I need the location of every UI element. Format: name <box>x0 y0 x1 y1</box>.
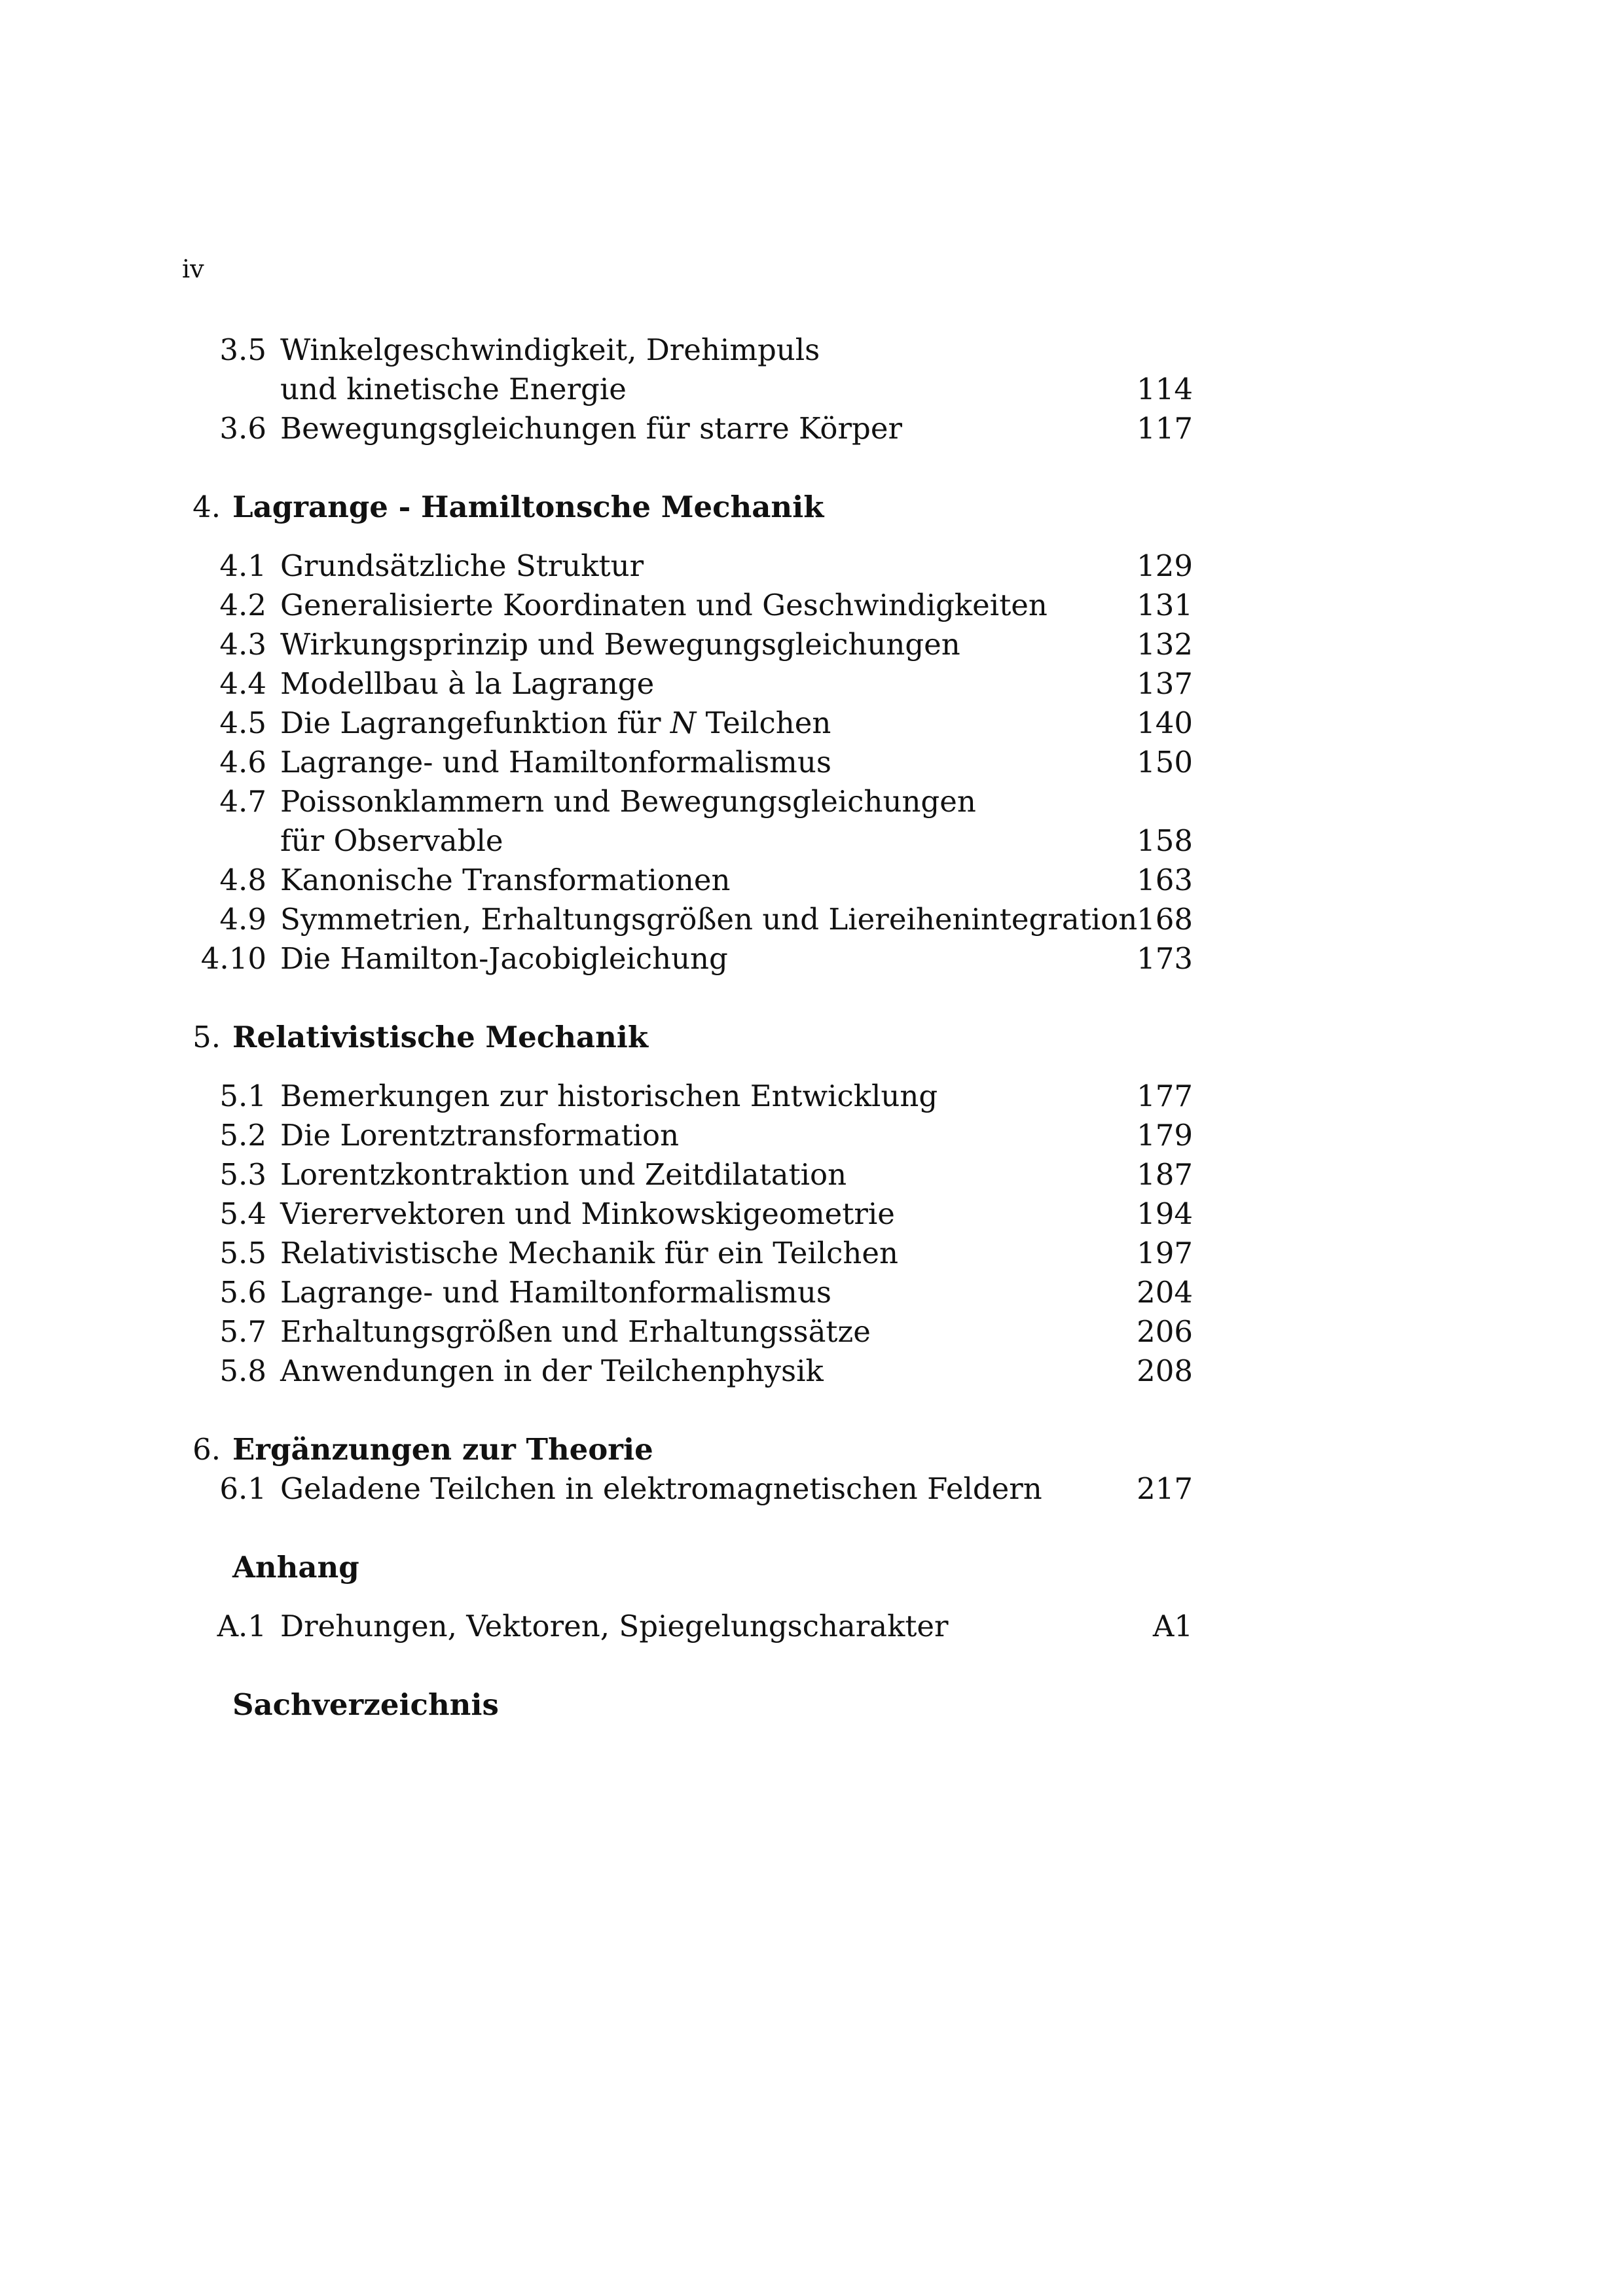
toc-entry-5-5 <box>0 1234 1623 1273</box>
toc-entry-4-7-continued <box>0 821 1623 861</box>
section-number: 4.5 <box>219 706 266 740</box>
toc-entry-5-3 <box>0 1155 1623 1194</box>
section-title: Grundsätzliche Struktur <box>280 548 644 583</box>
page-ref: 114 <box>1137 372 1193 406</box>
toc-chapter-6 <box>0 1430 1623 1469</box>
chapter-number: 6. <box>192 1432 221 1467</box>
section-title-continuation: und kinetische Energie <box>280 372 627 406</box>
section-title: Bewegungsgleichungen für starre Körper <box>280 411 902 446</box>
toc-entry-4-3 <box>0 625 1623 664</box>
section-title: Die Hamilton-Jacobigleichung <box>280 941 728 976</box>
section-number: 3.6 <box>219 411 266 446</box>
toc-entry-5-2 <box>0 1116 1623 1155</box>
toc-entry-6-1 <box>0 1469 1623 1509</box>
toc-entry-4-10 <box>0 939 1623 978</box>
page-ref: 217 <box>1137 1471 1193 1506</box>
toc-appendix-heading <box>0 1548 1623 1587</box>
page-ref: 150 <box>1137 745 1193 780</box>
toc-entry-3-5 <box>0 331 1623 370</box>
section-title: Vierervektoren und Minkowskigeometrie <box>280 1196 895 1231</box>
section-number: A.1 <box>217 1609 266 1643</box>
section-title: Symmetrien, Erhaltungsgrößen und Liereihenintegration <box>280 902 1138 937</box>
section-title: Die Lorentztransformation <box>280 1118 680 1153</box>
toc-entry-4-6 <box>0 743 1623 782</box>
section-title: Winkelgeschwindigkeit, Drehimpuls <box>280 332 820 367</box>
chapter-number: 4. <box>192 490 221 524</box>
toc-entry-5-6 <box>0 1273 1623 1312</box>
page-ref: 132 <box>1137 627 1193 662</box>
section-number: 5.7 <box>219 1314 266 1349</box>
chapter-title: Lagrange - Hamiltonsche Mechanik <box>232 490 824 524</box>
page-ref: 204 <box>1137 1275 1193 1310</box>
section-title: Drehungen, Vektoren, Spiegelungscharakter <box>280 1609 949 1643</box>
section-number: 3.5 <box>219 332 266 367</box>
section-title: Lorentzkontraktion und Zeitdilatation <box>280 1157 847 1192</box>
section-title: Modellbau à la Lagrange <box>280 666 655 701</box>
section-title: Erhaltungsgrößen und Erhaltungssätze <box>280 1314 871 1349</box>
page-ref: 177 <box>1137 1079 1193 1113</box>
section-title: Lagrange- und Hamiltonformalismus <box>280 745 831 780</box>
section-number: 4.6 <box>219 745 266 780</box>
section-number: 4.1 <box>219 548 266 583</box>
section-number: 5.2 <box>219 1118 266 1153</box>
section-number: 6.1 <box>219 1471 266 1506</box>
page-ref: 194 <box>1137 1196 1193 1231</box>
toc-entry-5-1 <box>0 1077 1623 1116</box>
toc-chapter-4 <box>0 488 1623 527</box>
section-title: Bemerkungen zur historischen Entwicklung <box>280 1079 938 1113</box>
toc-entry-4-7 <box>0 782 1623 821</box>
toc-entry-4-8 <box>0 861 1623 900</box>
section-number: 5.8 <box>219 1354 266 1388</box>
toc-entry-5-7 <box>0 1312 1623 1352</box>
toc-entry-5-4 <box>0 1194 1623 1234</box>
section-title: Lagrange- und Hamiltonformalismus <box>280 1275 831 1310</box>
section-number: 5.1 <box>219 1079 266 1113</box>
section-title-text: Die Lagrangefunktion für <box>280 706 670 740</box>
chapter-title: Relativistische Mechanik <box>232 1020 649 1054</box>
page-ref: 208 <box>1137 1354 1193 1388</box>
toc-entry-4-2 <box>0 586 1623 625</box>
section-title: Relativistische Mechanik für ein Teilchen <box>280 1236 898 1270</box>
section-number: 5.6 <box>219 1275 266 1310</box>
section-number: 4.3 <box>219 627 266 662</box>
page-number: iv <box>182 255 204 283</box>
section-title: Wirkungsprinzip und Bewegungsgleichungen <box>280 627 960 662</box>
page-ref: 168 <box>1137 902 1193 937</box>
page-ref: 179 <box>1137 1118 1193 1153</box>
page-ref: 129 <box>1137 548 1193 583</box>
section-title: Geladene Teilchen in elektromagnetischen Feldern <box>280 1471 1042 1506</box>
chapter-title: Ergänzungen zur Theorie <box>232 1432 653 1467</box>
toc-index-heading <box>0 1685 1623 1725</box>
section-title: Anwendungen in der Teilchenphysik <box>280 1354 824 1388</box>
page-ref: A1 <box>1152 1609 1193 1643</box>
page-ref: 197 <box>1137 1236 1193 1270</box>
page-ref: 137 <box>1137 666 1193 701</box>
page-ref: 187 <box>1137 1157 1193 1192</box>
page-ref: 158 <box>1137 823 1193 858</box>
page-ref: 173 <box>1137 941 1193 976</box>
toc-entry-4-1 <box>0 547 1623 586</box>
section-number: 5.5 <box>219 1236 266 1270</box>
section-title-text-end: Teilchen <box>696 706 831 740</box>
chapter-number: 5. <box>192 1020 221 1054</box>
section-number: 4.8 <box>219 863 266 897</box>
toc-entry-4-5 <box>0 704 1623 743</box>
toc-entry-4-9 <box>0 900 1623 939</box>
section-title <box>280 704 831 743</box>
toc-entry-a-1 <box>0 1607 1623 1646</box>
page-ref: 140 <box>1137 706 1193 740</box>
section-title: Kanonische Transformationen <box>280 863 731 897</box>
toc-entry-4-4 <box>0 664 1623 704</box>
section-title: Poissonklammern und Bewegungsgleichungen <box>280 784 976 819</box>
page-ref: 131 <box>1137 588 1193 622</box>
section-number: 4.9 <box>219 902 266 937</box>
section-number: 4.2 <box>219 588 266 622</box>
toc-chapter-5 <box>0 1018 1623 1057</box>
section-number: 5.3 <box>219 1157 266 1192</box>
page-ref: 206 <box>1137 1314 1193 1349</box>
section-number: 4.4 <box>219 666 266 701</box>
appendix-title: Anhang <box>232 1550 359 1585</box>
toc-entry-5-8 <box>0 1352 1623 1391</box>
toc-entry-3-6 <box>0 409 1623 448</box>
section-title-math: N <box>670 706 697 740</box>
section-title: Generalisierte Koordinaten und Geschwindigkeiten <box>280 588 1048 622</box>
page-ref: 163 <box>1137 863 1193 897</box>
page-ref: 117 <box>1137 411 1193 446</box>
toc-entry-3-5-continued <box>0 370 1623 409</box>
section-number: 4.7 <box>219 784 266 819</box>
section-title-continuation: für Observable <box>280 823 503 858</box>
section-number: 5.4 <box>219 1196 266 1231</box>
section-number: 4.10 <box>200 941 266 976</box>
index-title: Sachverzeichnis <box>232 1687 499 1722</box>
